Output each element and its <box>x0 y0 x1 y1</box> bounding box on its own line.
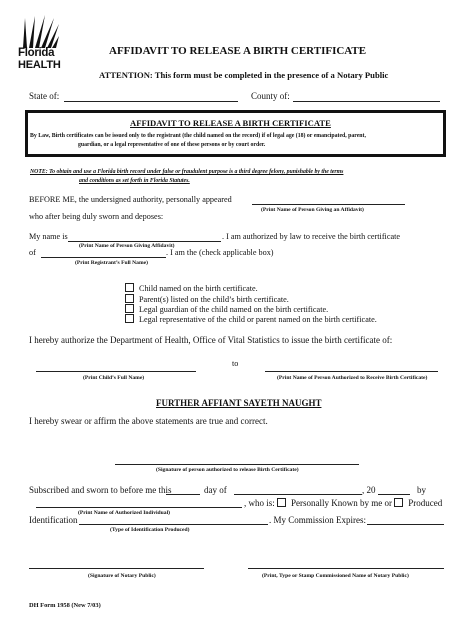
authorized-individual-field[interactable] <box>36 507 242 508</box>
checkbox[interactable] <box>125 294 134 303</box>
registrant-name-field[interactable] <box>41 257 166 258</box>
produced-checkbox[interactable] <box>394 498 403 507</box>
commission-label: . My Commission Expires: <box>269 515 367 525</box>
option-representative[interactable]: Legal representative of the child or parent named on the birth certificate. <box>125 314 377 324</box>
before-me-text: BEFORE ME, the undersigned authority, personally appeared <box>29 195 232 204</box>
caption-notary-name: (Print, Type or Stamp Commissioned Name of Notary Public) <box>262 573 409 579</box>
day-field[interactable] <box>166 494 200 495</box>
caption-signature-auth: (Signature of person authorized to release Birth Certificate) <box>156 467 299 473</box>
law-text-line1: By Law, Birth certificates can be issued only to the registrant (the child named on the record) if of legal age (18) or emancipated, parent, <box>30 133 366 139</box>
law-text-line2: guardian, or a legal representative of one of these persons or by court order. <box>78 142 266 148</box>
swear-text: I hereby swear or affirm the above statements are true and correct. <box>29 416 268 426</box>
page-title: AFFIDAVIT TO RELEASE A BIRTH CERTIFICATE <box>109 45 367 57</box>
further-affiant-heading: FURTHER AFFIANT SAYETH NAUGHT <box>156 398 322 408</box>
logo-line2: HEALTH <box>18 59 61 71</box>
my-name-field[interactable] <box>68 241 221 242</box>
checkbox[interactable] <box>125 304 134 313</box>
sworn-text: who after being duly sworn and deposes: <box>29 212 164 221</box>
caption-receive: (Print Name of Person Authorized to Receive Birth Certificate) <box>277 375 428 381</box>
of-label: of <box>29 248 36 257</box>
who-is-label: , who is: Personally Known by me or Produced <box>244 498 443 508</box>
attention-notice: ATTENTION: This form must be completed in the presence of a Notary Public <box>99 70 389 80</box>
i-am-text: . I am the (check applicable box) <box>166 248 274 257</box>
county-label: County of: <box>251 91 290 101</box>
to-label: to <box>232 359 239 368</box>
state-field[interactable] <box>64 101 238 102</box>
option-guardian[interactable]: Legal guardian of the child named on the birth certificate. <box>125 304 328 314</box>
receiver-name-field[interactable] <box>265 371 438 372</box>
notary-signature-field[interactable] <box>29 568 204 569</box>
caption-authorized-individual: (Print Name of Authorized Individual) <box>78 510 170 516</box>
by-label: by <box>417 485 426 495</box>
caption-affiant: (Print Name of Person Giving an Affidavit) <box>261 207 364 213</box>
logo-line1: Florida <box>18 47 55 59</box>
identification-field[interactable] <box>79 524 268 525</box>
note-line2: and conditions as set forth in Florida Statutes. <box>79 178 190 184</box>
caption-registrant: (Print Registrant’s Full Name) <box>75 260 148 266</box>
authorized-text: . I am authorized by law to receive the birth certificate <box>222 232 400 241</box>
day-of-label: day of <box>204 485 227 495</box>
option-child[interactable]: Child named on the birth certificate. <box>125 283 258 293</box>
box-title: AFFIDAVIT TO RELEASE A BIRTH CERTIFICATE <box>130 118 331 128</box>
notary-name-field[interactable] <box>248 568 444 569</box>
authorize-text: I hereby authorize the Department of Health, Office of Vital Statistics to issue the birth certificate of: <box>29 335 393 345</box>
month-field[interactable] <box>234 494 362 495</box>
authorized-signature-field[interactable] <box>115 464 359 465</box>
identification-label: Identification <box>29 515 78 525</box>
subscribed-text: Subscribed and sworn to before me this <box>29 485 172 495</box>
checkbox[interactable] <box>125 283 134 292</box>
state-label: State of: <box>29 91 60 101</box>
affiant-name-field[interactable] <box>252 204 405 205</box>
personally-known-checkbox[interactable] <box>277 498 286 507</box>
year-prefix: , 20 <box>362 485 376 495</box>
caption-id-type: (Type of Identification Produced) <box>110 527 190 533</box>
year-field[interactable] <box>378 494 410 495</box>
sun-rays-icon <box>21 14 59 48</box>
my-name-label: My name is <box>29 232 68 241</box>
checkbox[interactable] <box>125 314 134 323</box>
caption-giving: (Print Name of Person Giving Affidavit) <box>79 243 175 249</box>
note-line1: NOTE: To obtain and use a Florida birth record under false or fraudulent purpose is a third degree felony, punishable by the terms <box>30 169 344 175</box>
caption-child: (Print Child’s Full Name) <box>83 375 145 381</box>
child-name-field[interactable] <box>36 371 196 372</box>
caption-notary-sig: (Signature of Notary Public) <box>88 573 156 579</box>
form-id: DH Form 1958 (New 7/03) <box>29 602 101 609</box>
county-field[interactable] <box>293 101 440 102</box>
commission-expires-field[interactable] <box>367 524 444 525</box>
option-parent[interactable]: Parent(s) listed on the child’s birth certificate. <box>125 294 289 304</box>
